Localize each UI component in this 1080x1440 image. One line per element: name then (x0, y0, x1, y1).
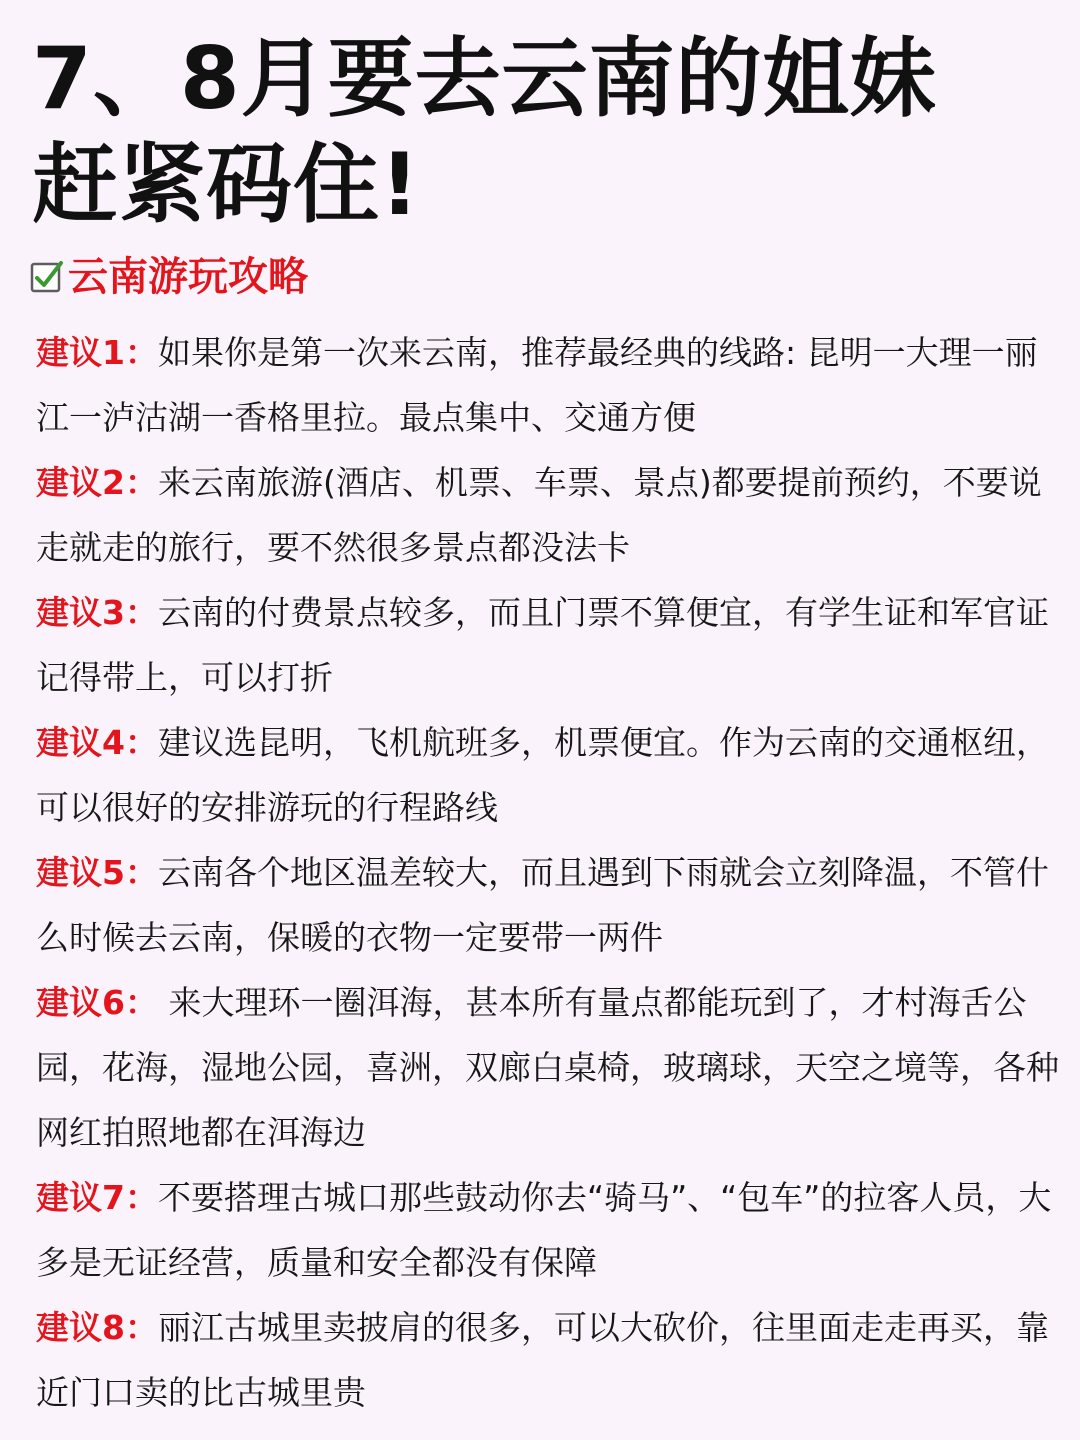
tip-item (36, 710, 1060, 840)
tip-item (36, 1165, 1060, 1295)
tip-label: 建议8： (36, 1308, 158, 1347)
section-title: 云南游玩攻略 (68, 254, 308, 300)
tip-text: 建议选昆明，飞机航班多，机票便宜。作为云南的交通枢纽，可以很好的安排游玩的行程路线 (36, 723, 1049, 827)
title-line-1: 7、8月要去云南的姐妹 (32, 29, 937, 129)
tip-item (36, 450, 1060, 580)
tip-item (36, 970, 1060, 1165)
tip-label: 建议1： (36, 333, 158, 372)
tip-item (36, 1295, 1060, 1425)
tip-text: 云南各个地区温差较大，而且遇到下雨就会立刻降温，不管什么时候去云南，保暖的衣物一定要带一两件 (36, 853, 1049, 957)
tip-label: 建议7： (36, 1178, 158, 1217)
tip-item (36, 580, 1060, 710)
section-header (30, 252, 308, 302)
check-box-icon (30, 260, 64, 294)
tip-item (36, 840, 1060, 970)
tip-text: 丽江古城里卖披肩的很多，可以大砍价，往里面走走再买，靠近门口卖的比古城里贵 (36, 1308, 1049, 1412)
tip-label: 建议2： (36, 463, 158, 502)
tip-text: 如果你是第一次来云南，推荐最经典的线路: 昆明一大理一丽江一泸沽湖一香格里拉。最点集中、交通方便 (36, 333, 1038, 437)
tip-text: 不要搭理古城口那些鼓动你去“骑马”、“包车”的拉客人员，大多是无证经营，质量和安全都没有保障 (36, 1178, 1052, 1282)
tip-text: 来云南旅游(酒店、机票、车票、景点)都要提前预约，不要说走就走的旅行，要不然很多景点都没法卡 (36, 463, 1042, 567)
tip-label: 建议5： (36, 853, 158, 892)
tip-item (36, 320, 1060, 450)
tip-label: 建议3： (36, 593, 158, 632)
tip-text: 来大理环一圈洱海，甚本所有量点都能玩到了，才村海舌公园，花海，湿地公园，喜洲，双廊白桌椅，玻璃球，天空之境等，各种网红拍照地都在洱海边 (36, 983, 1059, 1152)
page-title (32, 26, 1042, 238)
tips-list (36, 320, 1060, 1425)
tip-text: 云南的付费景点较多，而且门票不算便宜，有学生证和军官证记得带上，可以打折 (36, 593, 1049, 697)
tip-label: 建议6： (36, 983, 158, 1022)
title-line-2: 赶紧码住! (32, 135, 421, 235)
tip-label: 建议4： (36, 723, 158, 762)
